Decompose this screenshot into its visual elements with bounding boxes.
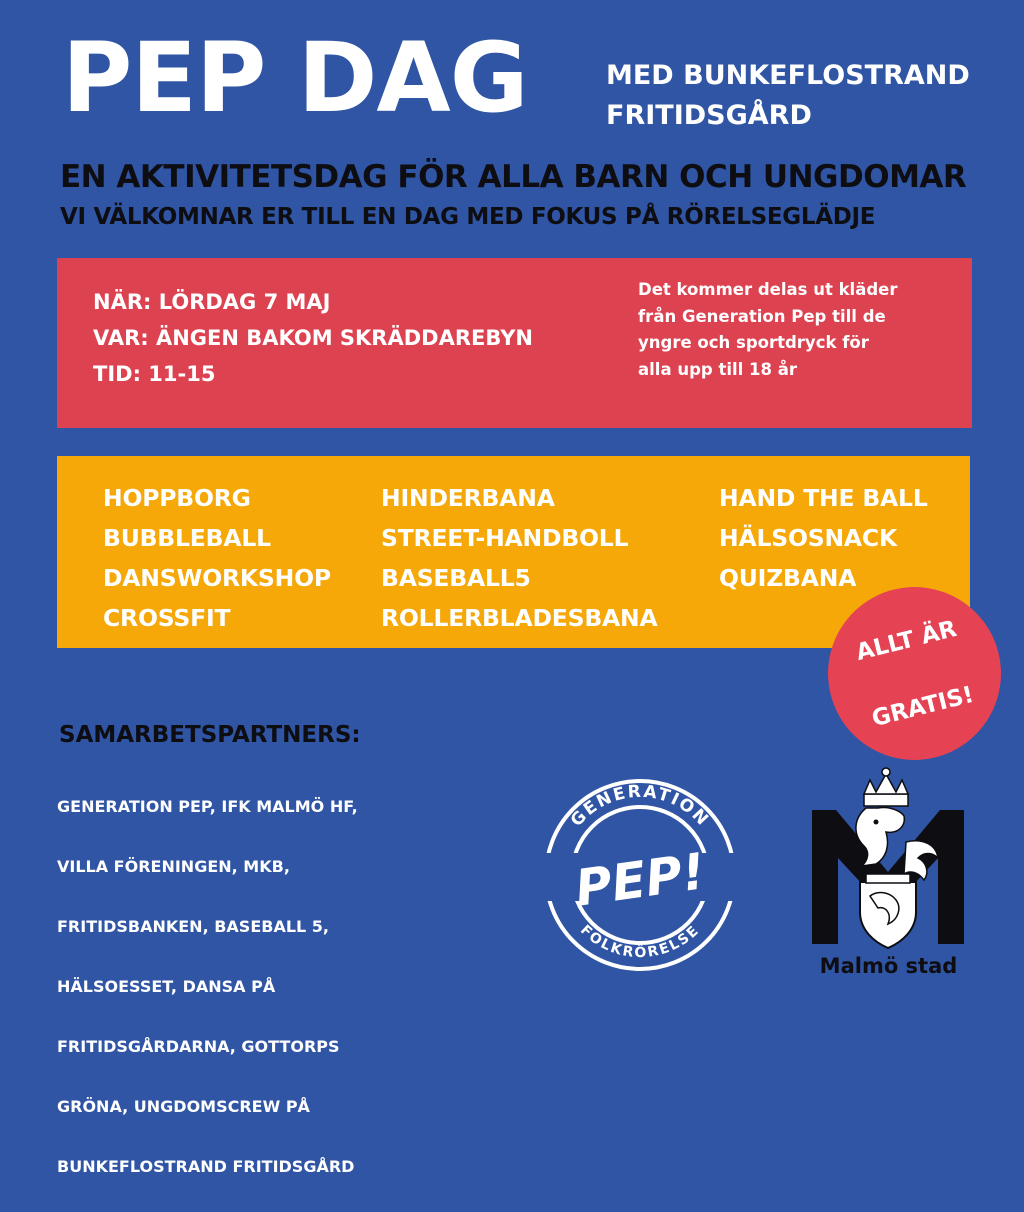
partners-heading: SAMARBETSPARTNERS: [59, 722, 361, 748]
activity-item: HOPPBORG [103, 484, 251, 512]
activities-column [381, 478, 657, 638]
note-line: yngre och sportdryck för [638, 333, 869, 352]
subtitle-line: MED BUNKEFLOSTRAND [606, 60, 970, 91]
shield-icon [860, 874, 916, 948]
tagline: VI VÄLKOMNAR ER TILL EN DAG MED FOKUS PÅ RÖRELSEGLÄDJE [60, 204, 876, 230]
note-line: från Generation Pep till de [638, 306, 886, 326]
logo-ring-top-text: GENERATION [566, 781, 714, 831]
partner-line: GRÖNA, UNGDOMSCREW PÅ [57, 1097, 310, 1116]
giveaway-note [638, 277, 897, 383]
free-badge-text [844, 578, 986, 768]
partner-line: FRITIDSGÅRDARNA, GOTTORPS [57, 1037, 340, 1056]
activity-item: HÄLSOSNACK [719, 524, 897, 552]
activity-item: HINDERBANA [381, 484, 555, 512]
partners-list [57, 762, 358, 1212]
activity-item: DANSWORKSHOP [103, 564, 331, 592]
activity-item: CROSSFIT [103, 604, 231, 632]
activities-column [719, 478, 928, 598]
headline: EN AKTIVITETSDAG FÖR ALLA BARN OCH UNGDOMAR [60, 159, 967, 195]
activity-item: BUBBLEBALL [103, 524, 271, 552]
generation-pep-logo [540, 775, 740, 975]
malmo-stad-caption: Malmö stad [819, 954, 958, 978]
event-location: VAR: ÄNGEN BAKOM SKRÄDDAREBYN [93, 326, 533, 350]
activity-item: BASEBALL5 [381, 564, 531, 592]
subtitle-line: FRITIDSGÅRD [606, 100, 812, 131]
logo-word: PEP! [571, 842, 709, 918]
partner-line: GENERATION PEP, IFK MALMÖ HF, [57, 797, 358, 816]
badge-line: ALLT ÄR [853, 615, 960, 666]
event-time: TID: 11-15 [93, 362, 216, 386]
note-line: Det kommer delas ut kläder [638, 280, 898, 299]
crown-icon [864, 768, 908, 806]
event-date: NÄR: LÖRDAG 7 MAJ [93, 290, 331, 314]
partner-line: BUNKEFLOSTRAND FRITIDSGÅRD [57, 1157, 355, 1176]
event-details [93, 284, 533, 392]
activity-item: QUIZBANA [719, 564, 857, 592]
activity-item: ROLLERBLADESBANA [381, 604, 658, 632]
partner-line: VILLA FÖRENINGEN, MKB, [57, 857, 290, 876]
partner-line: HÄLSOESSET, DANSA PÅ [57, 977, 276, 996]
partner-line: FRITIDSBANKEN, BASEBALL 5, [57, 917, 329, 936]
note-line: alla upp till 18 år [638, 359, 798, 379]
poster-subtitle [606, 56, 970, 136]
activity-item: STREET-HANDBOLL [381, 524, 629, 552]
badge-line: GRATIS! [869, 681, 977, 732]
activities-column [103, 478, 331, 638]
activity-item: HAND THE BALL [719, 484, 928, 512]
logo-ring-bottom-text: FOLKRÖRELSE [576, 922, 704, 962]
poster-title: PEP DAG [62, 22, 528, 134]
